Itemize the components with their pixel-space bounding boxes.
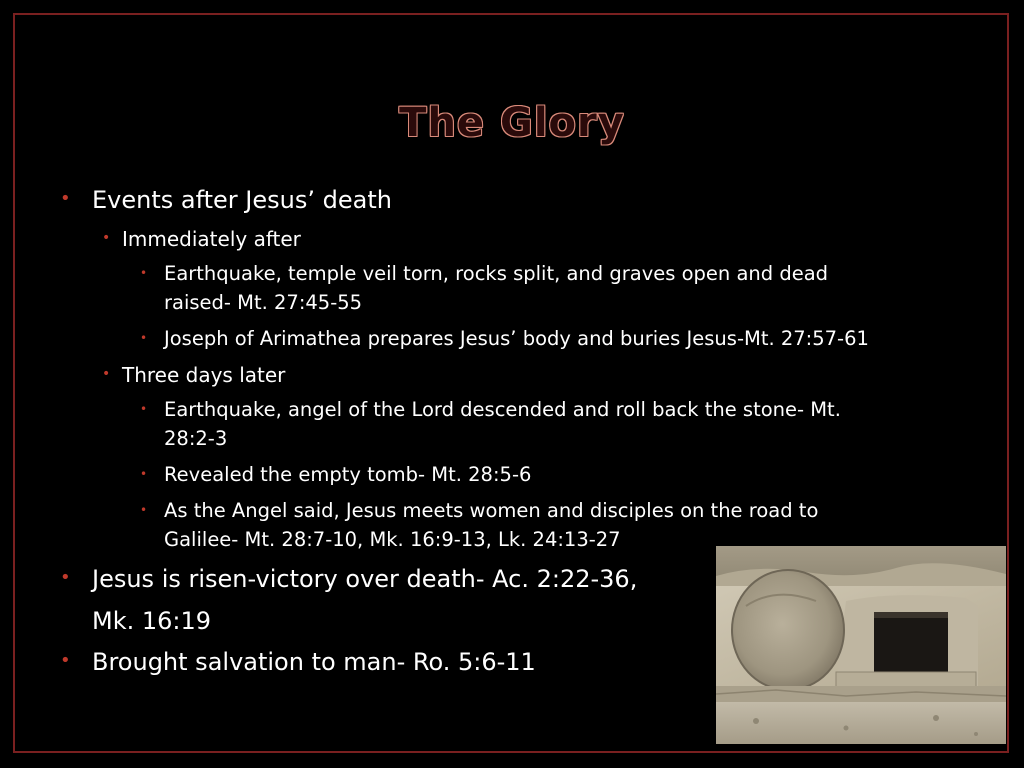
- bullet-icon: •: [140, 331, 148, 345]
- bullet-text: Revealed the empty tomb- Mt. 28:5-6: [164, 463, 532, 486]
- slide-title: The Glory: [399, 100, 625, 146]
- empty-tomb-photo-icon: [716, 546, 1006, 744]
- bullet-text: Joseph of Arimathea prepares Jesus’ body and buries Jesus-Mt. 27:57-61: [164, 327, 869, 350]
- bullet-icon: •: [102, 230, 111, 246]
- bullet-icon: •: [60, 188, 71, 209]
- bullet-icon: •: [102, 366, 111, 382]
- bullet-text: Brought salvation to man- Ro. 5:6-11: [92, 648, 536, 676]
- bullet-text: Immediately after: [122, 227, 301, 251]
- bullet-text-line: Earthquake, angel of the Lord descended and roll back the stone- Mt.: [164, 398, 841, 421]
- bullet-text: Events after Jesus’ death: [92, 186, 392, 214]
- bullet-text-line: Earthquake, temple veil torn, rocks split, and graves open and dead: [164, 262, 829, 285]
- bullet-text-line: Jesus is risen-victory over death- Ac. 2:22-36,: [92, 565, 638, 593]
- bullet-text-line: 28:2-3: [164, 427, 228, 450]
- bullet-icon: •: [60, 650, 71, 671]
- bullet-text-line: raised- Mt. 27:45-55: [164, 291, 363, 314]
- bullet-text: Three days later: [122, 363, 286, 387]
- bullet-icon: •: [140, 467, 148, 481]
- bullet-icon: •: [140, 266, 148, 280]
- bullet-icon: •: [60, 567, 71, 588]
- bullet-text-line: Mk. 16:19: [92, 607, 212, 635]
- bullet-icon: •: [140, 402, 148, 416]
- bullet-text-line: As the Angel said, Jesus meets women and disciples on the road to: [164, 499, 819, 522]
- bullet-text-line: Galilee- Mt. 28:7-10, Mk. 16:9-13, Lk. 24:13-27: [164, 528, 621, 551]
- bullet-icon: •: [140, 503, 148, 517]
